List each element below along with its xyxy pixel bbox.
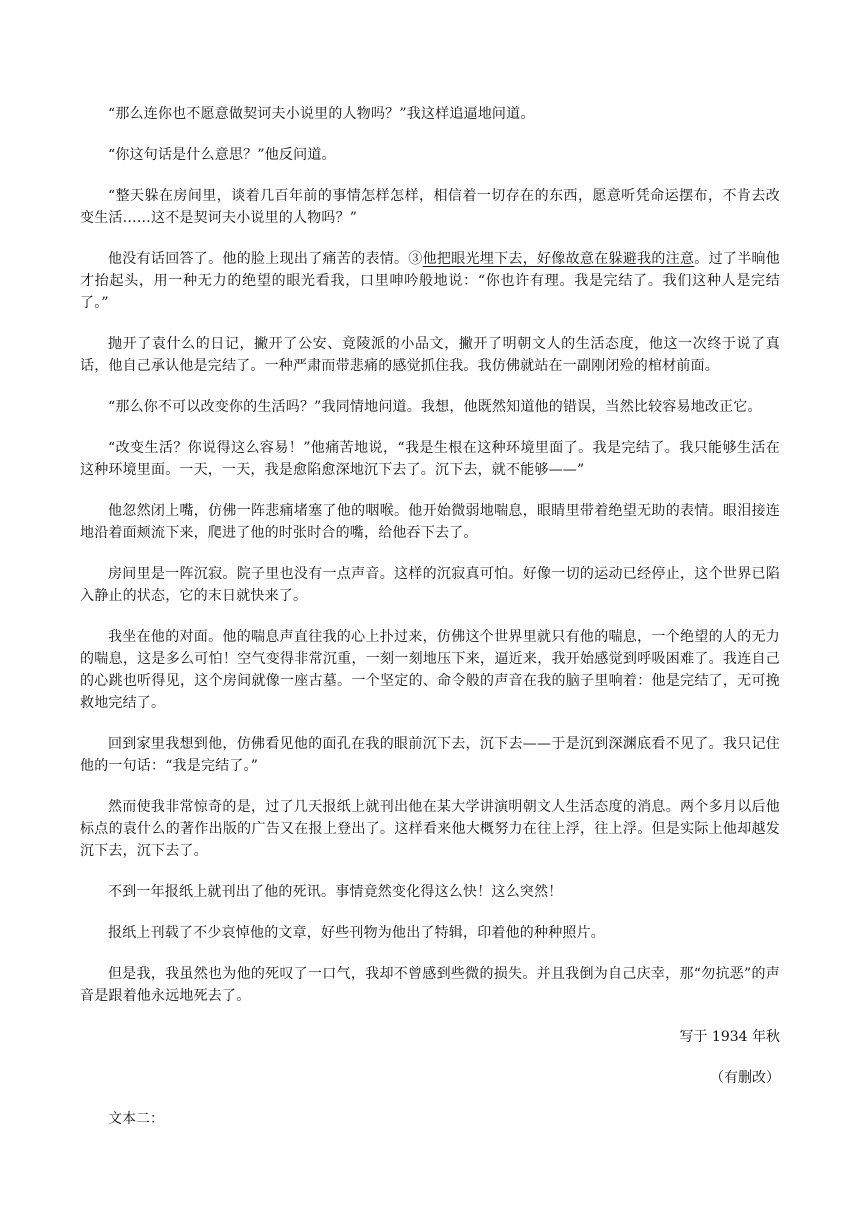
paragraph-4-before: 他没有话回答了。他的脸上现出了痛苦的表情。③ — [108, 251, 423, 267]
paragraph-15: 但是我，我虽然也为他的死叹了一口气，我却不曾感到些微的损失。并且我倒为自己庆幸，那“勿抗恶”的声音是跟着他永远地死去了。 — [80, 966, 780, 1004]
text-two-label: 文本二： — [108, 1111, 164, 1127]
paragraph-12: 然而使我非常惊奇的是，过了几天报纸上就刊出他在某大学讲演明朝文人生活态度的消息。两个多月以后他标点的袁什么的著作出版的广告又在报上登出了。这样看来他大概努力在往上浮，往上浮。但是实际上他却越发沉下去，沉下去了。 — [80, 799, 780, 859]
dateline: 写于 1934 年秋 — [679, 1029, 780, 1045]
paragraph-5: 抛开了袁什么的日记，撇开了公安、竟陵派的小品文，撇开了明朝文人的生活态度，他这一次终于说了真话，他自己承认他是完结了。一种严肃而带悲痛的感觉抓住我。我仿佛就站在一副刚闭殓的棺材前面。 — [80, 336, 780, 374]
paragraph-8: 他忽然闭上嘴，仿佛一阵悲痛堵塞了他的咽喉。他开始微弱地喘息，眼睛里带着绝望无助的表情。眼泪接连地沿着面颊流下来，爬进了他的时张时合的嘴，给他吞下去了。 — [80, 503, 780, 541]
edit-note: （有删改） — [710, 1070, 780, 1086]
paragraph-1: “那么连你也不愿意做契诃夫小说里的人物吗？”我这样追逼地问道。 — [108, 106, 535, 122]
underlined-sentence-3: 他把眼光埋下去，好像故意在躲避我的注意 — [422, 251, 695, 267]
paragraph-9: 房间里是一阵沉寂。院子里也没有一点声音。这样的沉寂真可怕。好像一切的运动已经停止，这个世界已陷入静止的状态，它的末日就快来了。 — [80, 566, 780, 604]
paragraph-3: “整天躲在房间里，谈着几百年前的事情怎样怎样，相信着一切存在的东西，愿意听凭命运摆布，不肯去改变生活……这不是契诃夫小说里的人物吗？” — [80, 188, 780, 226]
paragraph-14: 报纸上刊载了不少哀悼他的文章，好些刊物为他出了特辑，印着他的种种照片。 — [108, 925, 605, 941]
paragraph-6: “那么你不可以改变你的生活吗？”我同情地问道。我想，他既然知道他的错误，当然比较容易地改正它。 — [108, 399, 762, 415]
paragraph-4-after: 。过了半晌他才抬起头，用一种无力的绝望的眼光看我，口里呻吟般地说：“你也许有理。我是完结了。我们这种人是完结了。” — [80, 251, 780, 311]
paragraph-13: 不到一年报纸上就刊出了他的死讯。事情竟然变化得这么快！这么突然！ — [108, 884, 563, 900]
article-body — [80, 103, 780, 1130]
paragraph-2: “你这句话是什么意思？”他反问道。 — [108, 147, 336, 163]
paragraph-4 — [80, 248, 780, 314]
paragraph-10: 我坐在他的对面。他的喘息声直往我的心上扑过来，仿佛这个世界里就只有他的喘息，一个绝望的人的无力的喘息，这是多么可怕！空气变得非常沉重，一刻一刻地压下来，逼近来，我开始感觉到呼吸困难了。我连自己的心跳也听得见，这个房间就像一座古墓。一个坚定的、命令般的声音在我的脑子里响着：他是完结了，无可挽救地完结了。 — [80, 629, 780, 711]
paragraph-11: 回到家里我想到他，仿佛看见他的面孔在我的眼前沉下去，沉下去——于是沉到深渊底看不见了。我只记住他的一句话：“我是完结了。” — [80, 736, 780, 774]
paragraph-7: “改变生活？你说得这么容易！”他痛苦地说，“我是生根在这种环境里面了。我是完结了。我只能够生活在这种环境里面。一天，一天，我是愈陷愈深地沉下去了。沉下去，就不能够——” — [80, 440, 780, 478]
